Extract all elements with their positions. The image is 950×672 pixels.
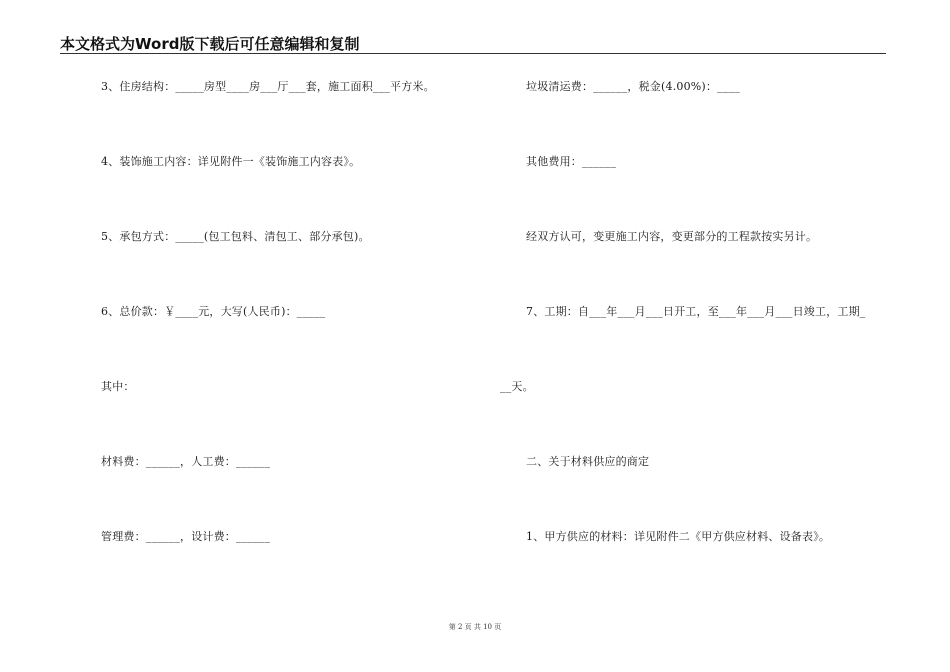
material-labor-fee-line: 材料费：______，人工费：______: [101, 455, 271, 468]
page-header-title: 本文格式为Word版下载后可任意编辑和复制: [60, 35, 360, 53]
material-supply-heading: 二、关于材料供应的商定: [526, 455, 650, 468]
among-which-line: 其中：: [101, 380, 135, 393]
change-agreement-line: 经双方认可，变更施工内容，变更部分的工程款按实另计。: [526, 230, 818, 243]
garbage-tax-fee-line: 垃圾清运费：______，税金(4.00%)：____: [526, 80, 740, 93]
construction-period-days-line: __天。: [500, 380, 534, 393]
other-fees-line: 其他费用：______: [526, 155, 617, 168]
party-a-materials-line: 1、甲方供应的材料：详见附件二《甲方供应材料、设备表》。: [526, 530, 831, 543]
header-rule: [60, 53, 886, 54]
housing-structure-line: 3、住房结构：_____房型____房___厅___套，施工面积___平方米。: [101, 80, 435, 93]
management-design-fee-line: 管理费：______，设计费：______: [101, 530, 271, 543]
construction-period-line: 7、工期：自___年___月___日开工，至___年___月___日竣工，工期_: [526, 305, 866, 318]
contract-method-line: 5、承包方式：_____(包工包料、清包工、部分承包)。: [101, 230, 370, 243]
decoration-content-line: 4、装饰施工内容：详见附件一《装饰施工内容表》。: [101, 155, 361, 168]
page-number: 第 2 页 共 10 页: [448, 623, 502, 631]
total-price-line: 6、总价款：￥____元，大写(人民币)：_____: [101, 305, 326, 318]
